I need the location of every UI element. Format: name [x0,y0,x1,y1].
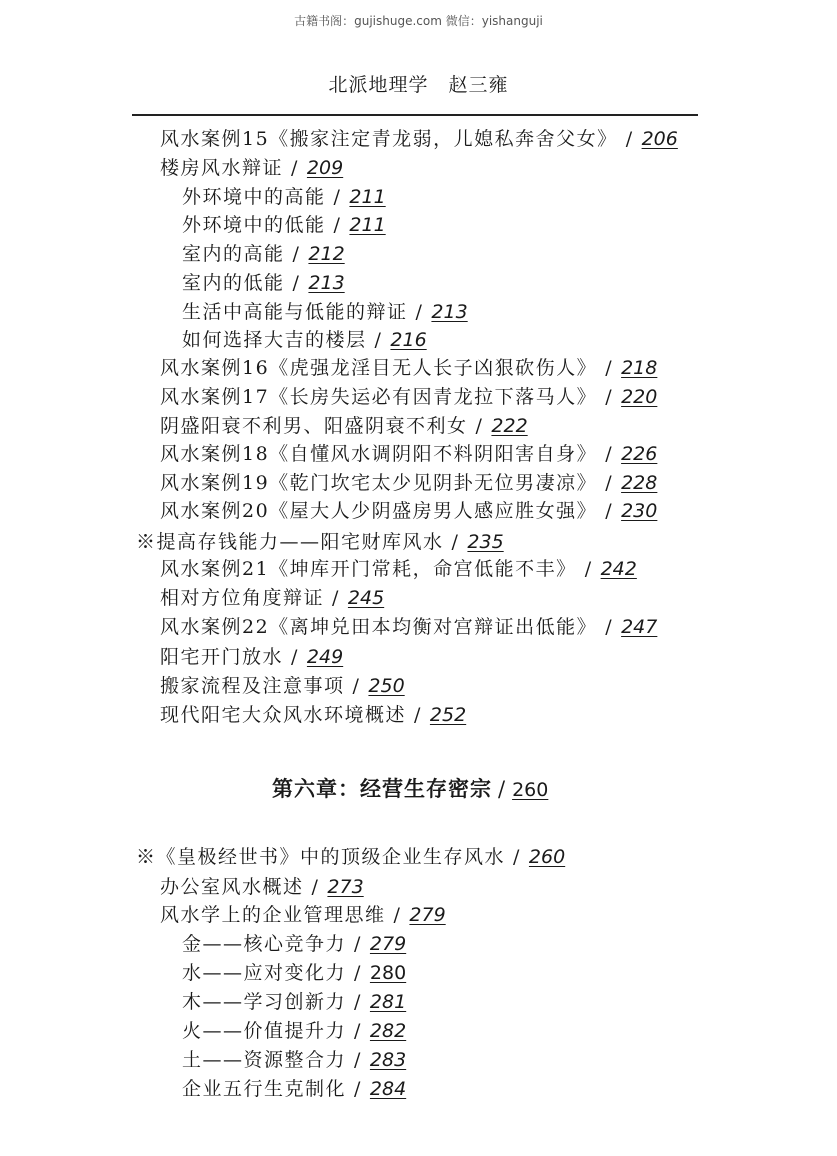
toc-separator: / [291,646,299,668]
toc-entry [182,1048,406,1072]
toc-page-link[interactable]: 228 [621,472,658,494]
toc-page-link[interactable]: 242 [600,558,637,580]
toc-entry-title: ※提高存钱能力——阳宅财库风水 [136,531,444,553]
toc-page-link[interactable]: 218 [621,357,658,379]
toc-separator: / [311,876,320,898]
toc-entry [160,385,657,409]
toc-separator: / [605,443,614,465]
toc-separator: / [498,777,507,801]
toc-separator: / [414,704,422,726]
toc-entry-title: 木——学习创新力 [182,991,347,1013]
toc-page-link[interactable]: 283 [369,1049,407,1071]
toc-page-link[interactable]: 245 [347,587,385,609]
toc-entry [160,674,405,698]
toc-entry-title: 水——应对变化力 [182,962,347,984]
toc-page-link[interactable]: 284 [369,1078,407,1100]
toc-entry [160,557,637,581]
toc-entry-title: 火——价值提升力 [182,1020,347,1042]
toc-separator: / [332,587,340,609]
toc-separator: / [352,675,361,697]
toc-separator: / [354,962,362,984]
toc-separator: / [393,904,402,926]
toc-entry [182,185,386,209]
toc-entry-title: 外环境中的低能 [182,214,326,236]
toc-page-link[interactable]: 211 [349,214,386,236]
chapter-page-link[interactable]: 260 [512,779,549,801]
toc-page-link[interactable]: 282 [369,1020,407,1042]
toc-page-link[interactable]: 252 [429,704,467,726]
chapter-heading [272,773,548,803]
toc-page-link[interactable]: 250 [368,675,405,697]
chapter-title: 第六章：经营生存密宗 [272,776,492,801]
toc-entry [136,845,565,869]
toc-entry-title: ※《皇极经世书》中的顶级企业生存风水 [136,846,506,868]
toc-entry-title: 室内的低能 [182,272,285,294]
toc-entry-title: 相对方位角度辩证 [160,587,325,609]
toc-entry-title: 阳宅开门放水 [160,646,284,668]
toc-entry-title: 风水案例19《乾门坎宅太少见阴卦无位男凄凉》 [160,472,598,494]
toc-entry [136,530,504,554]
toc-page-link[interactable]: 226 [621,443,658,465]
toc-entry [182,932,406,956]
watermark-text: 古籍书阁：gujishuge.com 微信：yishanguji [294,14,543,28]
toc-separator: / [333,214,342,236]
toc-page-link[interactable]: 279 [369,933,407,955]
toc-entry [160,127,678,151]
toc-entry [182,1019,406,1043]
toc-entry [160,615,657,639]
toc-entry [182,242,345,266]
toc-page-link[interactable]: 260 [528,846,566,868]
toc-entry-title: 风水学上的企业管理思维 [160,904,386,926]
toc-separator: / [354,933,362,955]
toc-page-link[interactable]: 212 [308,243,345,265]
toc-entry-title: 现代阳宅大众风水环境概述 [160,704,407,726]
toc-page-link[interactable]: 222 [491,415,528,437]
toc-page-link[interactable]: 279 [409,904,446,926]
toc-entry [160,875,364,899]
toc-entry [160,903,446,927]
toc-entry-title: 风水案例17《长房失运必有因青龙拉下落马人》 [160,386,598,408]
toc-separator: / [354,1020,362,1042]
toc-entry [160,414,528,438]
toc-separator: / [513,846,521,868]
toc-separator: / [605,500,614,522]
toc-entry [182,213,386,237]
toc-page-link[interactable]: 280 [369,962,407,984]
toc-entry-title: 风水案例22《离坤兑田本均衡对宫辩证出低能》 [160,616,598,638]
toc-separator: / [605,386,614,408]
toc-entry-title: 风水案例18《自懂风水调阴阳不料阴阳害自身》 [160,443,598,465]
toc-separator: / [291,157,299,179]
toc-entry [182,300,468,324]
toc-entry [182,990,406,1014]
toc-separator: / [292,272,301,294]
toc-entry [160,156,343,180]
toc-page-link[interactable]: 211 [349,186,386,208]
toc-page-link[interactable]: 247 [621,616,658,638]
toc-page-link[interactable]: 213 [308,272,345,294]
toc-separator: / [354,991,362,1013]
toc-separator: / [354,1078,362,1100]
toc-entry-title: 风水案例20《屋大人少阴盛房男人感应胜女强》 [160,500,598,522]
toc-entry-title: 企业五行生克制化 [182,1078,347,1100]
toc-entry [160,645,343,669]
toc-separator: / [374,329,383,351]
toc-separator: / [333,186,342,208]
toc-separator: / [605,357,614,379]
toc-entry-title: 金——核心竞争力 [182,933,347,955]
toc-entry-title: 搬家流程及注意事项 [160,675,345,697]
toc-page-link[interactable]: 220 [621,386,658,408]
toc-entry-title: 风水案例16《虎强龙淫目无人长子凶狠砍伤人》 [160,357,598,379]
toc-separator: / [451,531,460,553]
toc-entry [182,1077,406,1101]
toc-entry-title: 阴盛阳衰不利男、阳盛阴衰不利女 [160,415,468,437]
toc-entry [160,356,657,380]
toc-page-link[interactable]: 209 [306,157,344,179]
toc-separator: / [292,243,301,265]
toc-page-link[interactable]: 281 [369,991,407,1013]
toc-entry-title: 土——资源整合力 [182,1049,347,1071]
toc-entry [160,703,466,727]
toc-page-link[interactable]: 249 [306,646,344,668]
header-rule [132,114,698,116]
toc-separator: / [475,415,484,437]
toc-entry [160,471,657,495]
toc-separator: / [354,1049,362,1071]
toc-entry [182,328,427,352]
toc-entry [160,586,384,610]
toc-separator: / [584,558,593,580]
toc-entry-title: 楼房风水辩证 [160,157,284,179]
toc-separator: / [625,128,634,150]
toc-entry-title: 风水案例15《搬家注定青龙弱，儿媳私奔舍父女》 [160,128,618,150]
page-header-title: 北派地理学 赵三雍 [328,74,509,96]
toc-separator: / [605,472,614,494]
toc-separator: / [415,301,424,323]
toc-page-link[interactable]: 206 [641,128,678,150]
toc-entry [182,961,406,985]
toc-page-link[interactable]: 273 [327,876,364,898]
toc-page-link[interactable]: 235 [467,531,504,553]
toc-entry-title: 生活中高能与低能的辩证 [182,301,408,323]
toc-entry [160,442,657,466]
toc-page-link[interactable]: 230 [621,500,658,522]
toc-entry-title: 风水案例21《坤库开门常耗，命宫低能不丰》 [160,558,577,580]
toc-page-link[interactable]: 216 [390,329,427,351]
toc-entry-title: 办公室风水概述 [160,876,304,898]
toc-separator: / [605,616,614,638]
toc-page-link[interactable]: 213 [431,301,468,323]
toc-entry-title: 如何选择大吉的楼层 [182,329,367,351]
toc-entry [182,271,345,295]
toc-entry [160,499,657,523]
toc-entry-title: 室内的高能 [182,243,285,265]
toc-entry-title: 外环境中的高能 [182,186,326,208]
